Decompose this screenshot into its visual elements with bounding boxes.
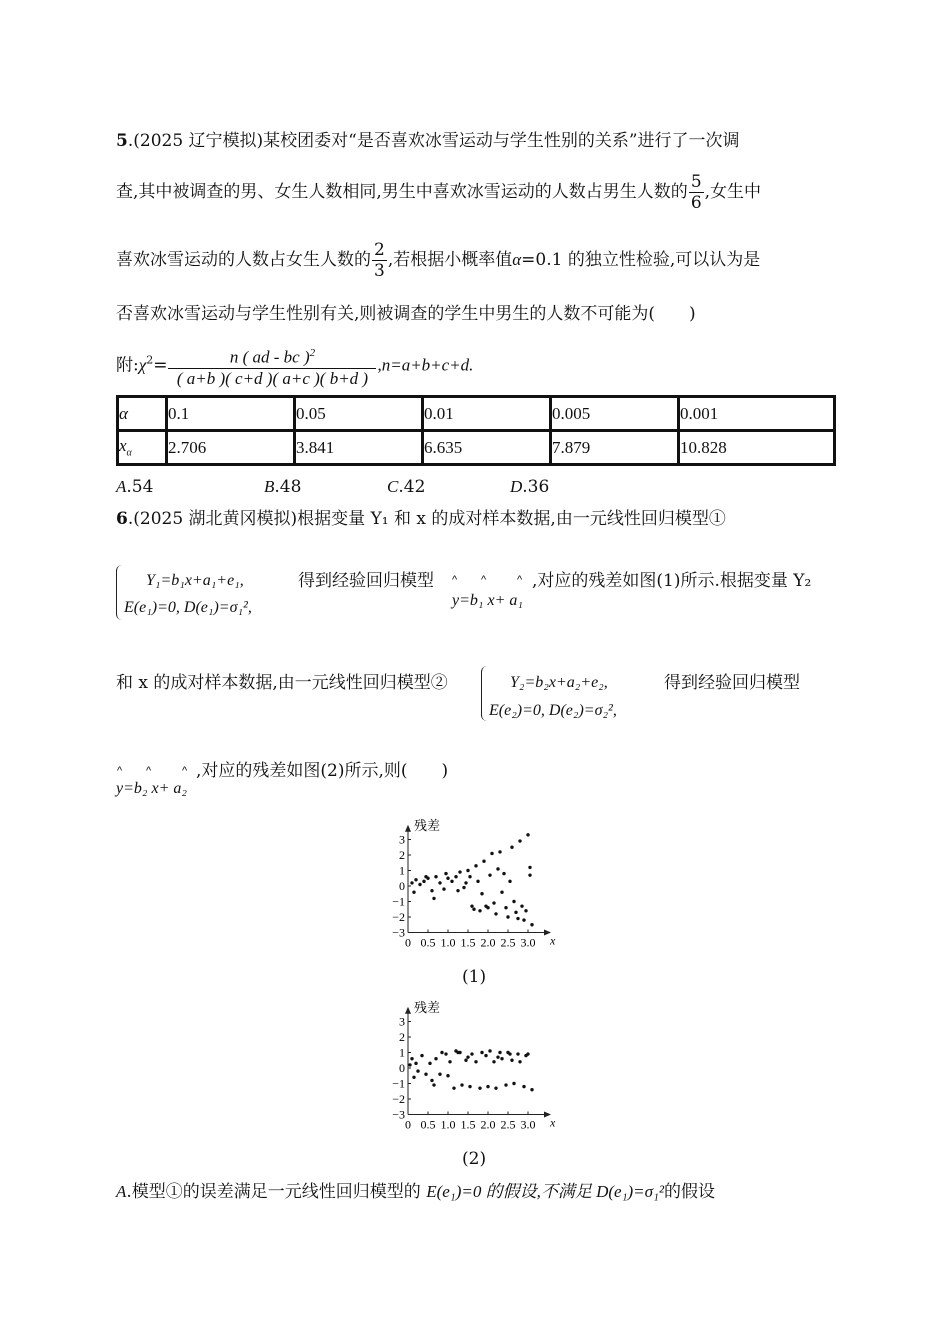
y-tick-label: 1: [399, 1045, 405, 1060]
table-cell: 7.879: [551, 431, 679, 465]
formula-denominator: ( a+b )( c+d )( a+c )( b+d ): [176, 368, 369, 388]
data-point: [506, 915, 509, 918]
data-point: [448, 1060, 451, 1063]
data-point: [482, 860, 485, 863]
hat-mark: ^: [481, 574, 487, 586]
table-cell: 10.828: [679, 431, 835, 465]
x-tick-label: 1.5: [460, 1117, 476, 1130]
data-point: [434, 1057, 437, 1060]
data-point: [470, 1052, 473, 1055]
q5-line-3: [116, 240, 760, 281]
data-point: [524, 909, 527, 912]
q5-line-2: [116, 172, 761, 213]
chi-symbol: χ: [138, 355, 147, 375]
q6-stem-3b: 得到经验回归模型: [664, 673, 800, 693]
residual-chart-2: [378, 990, 568, 1130]
y-axis-arrow: [405, 1007, 411, 1014]
q5-stem-3a: 喜欢冰雪运动的人数占女生人数的: [116, 250, 371, 270]
data-point: [496, 1055, 499, 1058]
data-point: [458, 870, 461, 873]
data-point: [502, 872, 505, 875]
hat-mark: ^: [117, 765, 123, 777]
data-point: [428, 1062, 431, 1065]
data-point: [528, 866, 531, 869]
data-point: [438, 881, 441, 884]
data-point: [418, 883, 421, 886]
x-tick-label: 1.5: [460, 935, 476, 950]
formula-prefix: 附:: [116, 355, 139, 376]
y-tick-label: 2: [399, 848, 405, 862]
y-tick-label: −2: [392, 910, 405, 924]
table-cell: 0.05: [295, 397, 423, 431]
data-point: [466, 1055, 469, 1058]
y-tick-label: −3: [392, 925, 405, 940]
data-point: [512, 1082, 515, 1085]
formula-fraction: [168, 343, 376, 389]
data-point: [494, 1086, 497, 1089]
data-point: [446, 877, 449, 880]
y-tick-label: 0: [399, 879, 405, 893]
y-tick-label: 1: [399, 863, 405, 878]
x-axis-label: x: [550, 1115, 556, 1130]
q6-option-a[interactable]: [116, 1181, 715, 1203]
x-tick-label: 2.5: [500, 1117, 516, 1130]
data-point: [454, 875, 457, 878]
x-tick-label: 2.5: [500, 935, 516, 950]
system1-eq1: Y₁=b₁x+a₁+e₁,: [146, 572, 244, 589]
data-point: [464, 881, 467, 884]
y-tick-label: 3: [399, 832, 405, 847]
x-tick-label: 0: [405, 935, 411, 950]
q5-line-1: [116, 130, 740, 152]
q6-line-1: [116, 508, 726, 530]
data-point: [528, 873, 531, 876]
q5-number: 5: [116, 131, 128, 151]
data-point: [468, 875, 471, 878]
x-tick-label: 3.0: [520, 1117, 536, 1130]
data-point: [492, 901, 495, 904]
data-point: [484, 1054, 487, 1057]
hat-mark: ^: [182, 765, 188, 777]
y-tick-label: −2: [392, 1092, 405, 1106]
option-d[interactable]: D.36: [510, 477, 550, 497]
table-cell: 0.01: [423, 397, 551, 431]
x-tick-label: 2.0: [480, 1117, 496, 1130]
table-cell: 2.706: [167, 431, 295, 465]
data-point: [478, 1086, 481, 1089]
system2-eq2: E(e₂)=0, D(e₂)=σ₂²,: [489, 702, 617, 719]
table-cell: 0.001: [679, 397, 835, 431]
option-a-text-1: .模型①的误差满足一元线性回归模型的: [126, 1182, 427, 1202]
data-point: [430, 1079, 433, 1082]
system-brace-2: [481, 666, 488, 721]
data-point: [420, 1054, 423, 1057]
data-point: [414, 878, 417, 881]
data-point: [516, 1052, 519, 1055]
data-point: [430, 889, 433, 892]
data-point: [472, 908, 475, 911]
data-point: [512, 900, 515, 903]
data-point: [522, 1085, 525, 1088]
data-point: [510, 846, 513, 849]
x-axis-label: x: [550, 933, 556, 948]
q6-stem-2a: 得到经验回归模型: [298, 571, 434, 591]
data-point: [456, 1051, 459, 1054]
data-point: [480, 1051, 483, 1054]
data-point: [520, 904, 523, 907]
data-point: [416, 1069, 419, 1072]
hat-mark: ^: [146, 765, 152, 777]
formula-numerator: n ( ad - bc ): [229, 347, 310, 367]
data-point: [470, 904, 473, 907]
option-c[interactable]: C.42: [387, 477, 426, 497]
x-tick-label: 3.0: [520, 935, 536, 950]
data-point: [444, 872, 447, 875]
data-point: [516, 917, 519, 920]
q5-options: [116, 476, 549, 498]
data-point: [440, 1051, 443, 1054]
data-point: [524, 1054, 527, 1057]
q6-stem-3a: 和 x 的成对样本数据,由一元线性回归模型②: [116, 673, 448, 693]
fraction-5-6: $\frac{5}{6}$: [690, 172, 702, 213]
data-point: [508, 880, 511, 883]
data-point: [498, 850, 501, 853]
q5-stem-2a: 查,其中被调查的男、女生人数相同,男生中喜欢冰雪运动的人数占男生人数的: [116, 182, 688, 202]
data-point: [510, 1059, 513, 1062]
data-point: [412, 1076, 415, 1079]
data-point: [526, 833, 529, 836]
data-point: [432, 897, 435, 900]
data-point: [518, 839, 521, 842]
data-point: [464, 1059, 467, 1062]
data-point: [484, 904, 487, 907]
data-point: [422, 880, 425, 883]
formula-suffix: ,n=a+b+c+d.: [377, 355, 474, 375]
hat-mark: ^: [452, 574, 458, 586]
table-row: [118, 431, 835, 465]
formula-num-sup: 2: [309, 347, 316, 359]
y-tick-label: 2: [399, 1030, 405, 1044]
data-point: [410, 1057, 413, 1060]
option-a-text-3: D(e₁)=σ₁²: [596, 1182, 665, 1201]
data-point: [434, 875, 437, 878]
option-letter: A: [116, 1182, 127, 1201]
q5-stem-3b: ,若根据小概率值: [387, 250, 513, 270]
data-point: [490, 852, 493, 855]
data-point: [514, 911, 517, 914]
system1-eq2: E(e₁)=0, D(e₁)=σ₁²,: [124, 599, 252, 616]
data-point: [508, 1052, 511, 1055]
data-point: [504, 1083, 507, 1086]
x-tick-label: 2.0: [480, 935, 496, 950]
alpha-symbol: α: [512, 250, 522, 269]
data-point: [530, 923, 533, 926]
data-point: [438, 1073, 441, 1076]
critical-value-table: [116, 395, 836, 466]
y-tick-label: −1: [392, 1076, 405, 1091]
equals-sign: =: [153, 355, 168, 376]
data-point: [478, 909, 481, 912]
chart2-caption: (2): [462, 1149, 487, 1169]
data-point: [530, 1088, 533, 1091]
q5-stem-3c: =0.1 的独立性检验,可以认为是: [521, 250, 761, 270]
table-cell: 0.005: [551, 397, 679, 431]
x-tick-label: 0.5: [420, 1117, 436, 1130]
data-point: [446, 1074, 449, 1077]
data-point: [486, 1085, 489, 1088]
residual-chart-1: [378, 808, 568, 960]
y-tick-label: 3: [399, 1014, 405, 1029]
y-tick-label: −3: [392, 1107, 405, 1122]
data-point: [476, 880, 479, 883]
data-point: [468, 1085, 471, 1088]
table-row: [118, 397, 835, 431]
data-point: [450, 880, 453, 883]
data-point: [494, 912, 497, 915]
data-point: [442, 887, 445, 890]
data-point: [408, 1063, 411, 1066]
chi-sup: 2: [146, 353, 154, 367]
data-point: [424, 875, 427, 878]
data-point: [474, 864, 477, 867]
system2-eq1: Y₂=b₂x+a₂+e₂,: [510, 674, 608, 691]
x-tick-label: 0: [405, 1117, 411, 1130]
data-point: [488, 1049, 491, 1052]
data-point: [522, 918, 525, 921]
chart-title: 残差: [414, 999, 441, 1015]
model1-expression: y=b₁ x+ a₁: [452, 592, 523, 609]
data-point: [460, 1083, 463, 1086]
data-point: [498, 1051, 501, 1054]
data-point: [504, 906, 507, 909]
table-cell: 0.1: [167, 397, 295, 431]
data-point: [488, 873, 491, 876]
chart-title: 残差: [414, 817, 441, 833]
q6-stem-2b: ,对应的残差如图(1)所示.根据变量 Y₂: [532, 571, 812, 591]
q5-stem-2b: ,女生中: [704, 182, 762, 202]
table-cell: α: [118, 397, 167, 431]
data-point: [480, 892, 483, 895]
y-tick-label: −1: [392, 894, 405, 909]
data-point: [410, 881, 413, 884]
option-a[interactable]: A.54: [116, 477, 154, 497]
data-point: [432, 1083, 435, 1086]
data-point: [500, 1057, 503, 1060]
q6-number: 6: [116, 509, 128, 529]
data-point: [412, 891, 415, 894]
system-brace-1: [116, 565, 123, 620]
q5-line-4: [116, 303, 696, 325]
x-tick-label: 1.0: [440, 1117, 456, 1130]
chi-square-formula: [116, 343, 473, 389]
data-point: [456, 889, 459, 892]
q6-stem-4: ,对应的残差如图(2)所示,则( ): [196, 761, 449, 781]
option-a-text-4: 的假设: [664, 1182, 716, 1202]
x-tick-label: 1.0: [440, 935, 456, 950]
data-point: [496, 867, 499, 870]
data-point: [444, 1052, 447, 1055]
table-cell: 6.635: [423, 431, 551, 465]
y-tick-label: 0: [399, 1061, 405, 1075]
table-cell: 3.841: [295, 431, 423, 465]
option-a-text-2: E(e₁)=0 的假设,不满足: [426, 1182, 597, 1201]
hat-mark: ^: [517, 574, 523, 586]
data-point: [424, 1073, 427, 1076]
data-point: [452, 1086, 455, 1089]
data-point: [462, 886, 465, 889]
model2-expression: y=b₂ x+ a₂: [116, 780, 187, 797]
data-point: [492, 1060, 495, 1063]
q5-stem-4: 否喜欢冰雪运动与学生性别有关,则被调查的学生中男生的人数不可能为( ): [116, 304, 696, 324]
option-b[interactable]: B.48: [264, 477, 302, 497]
x-tick-label: 0.5: [420, 935, 436, 950]
q5-stem-1: .(2025 辽宁模拟)某校团委对“是否喜欢冰雪运动与学生性别的关系”进行了一次调: [127, 131, 740, 151]
data-point: [500, 891, 503, 894]
data-point: [466, 869, 469, 872]
y-axis-arrow: [405, 825, 411, 832]
data-point: [414, 1062, 417, 1065]
q6-stem-1: .(2025 湖北黄冈模拟)根据变量 Y₁ 和 x 的成对样本数据,由一元线性回归模型①: [127, 509, 726, 529]
data-point: [474, 1060, 477, 1063]
data-point: [518, 1060, 521, 1063]
fraction-2-3: $\frac{2}{3}$: [374, 240, 385, 281]
chart1-caption: (1): [462, 967, 487, 987]
table-cell: $x_\alpha$: [118, 431, 167, 465]
